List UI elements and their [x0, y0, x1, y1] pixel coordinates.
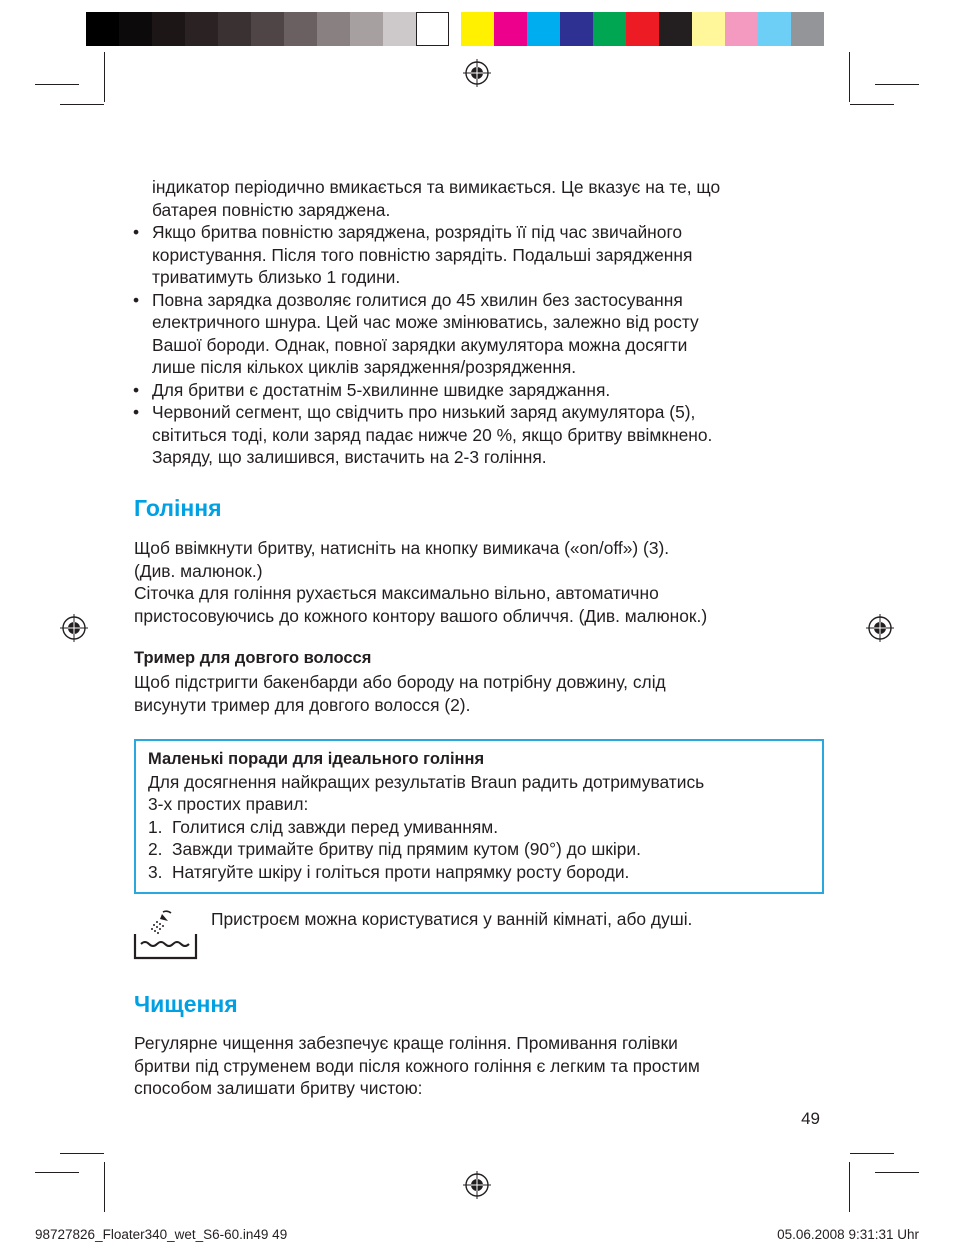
text-line: способом залишати бритву чистою:	[134, 1078, 423, 1098]
crop-mark-bottom-right-h	[875, 1172, 919, 1173]
crop-mark-top-right-h2	[850, 104, 894, 105]
text-line: Щоб підстригти бакенбарди або бороду на потрібну довжину, слід	[134, 672, 666, 692]
crop-mark-bottom-left-v	[104, 1162, 105, 1212]
text-line: індикатор періодично вмикається та вимикається. Це вказує на те, що	[152, 177, 721, 197]
color-swatch	[527, 12, 560, 46]
list-item	[148, 838, 822, 861]
shaving-paragraph	[134, 537, 834, 627]
list-item	[148, 861, 822, 884]
cleaning-heading: Чищення	[134, 991, 238, 1017]
color-swatch	[725, 12, 758, 46]
list-text: Завжди тримайте бритву під прямим кутом (90°) до шкіри.	[172, 839, 641, 859]
list-item	[133, 379, 833, 402]
list-item	[133, 221, 833, 289]
crop-mark-top-left-h	[35, 84, 79, 85]
color-swatch	[251, 12, 284, 46]
text-line: Якщо бритва повністю заряджена, розрядіть її під час звичайного	[152, 222, 683, 242]
text-line: Сіточка для гоління рухається максимально вільно, автоматично	[134, 583, 659, 603]
text-line: триватимуть близько 1 години.	[152, 267, 401, 287]
crop-mark-bottom-right-h2	[850, 1153, 894, 1154]
crop-mark-bottom-right-v	[849, 1162, 850, 1212]
text-line: пристосовуючись до кожного контору вашого обличчя. (Див. малюнок.)	[134, 605, 708, 626]
trimmer-heading: Тример для довгого волосся	[134, 649, 372, 667]
text-line: Для бритви є достатнім 5-хвилинне швидке заряджання.	[152, 379, 611, 400]
shaving-heading: Гоління	[134, 495, 222, 521]
color-swatch	[416, 12, 449, 46]
intro-paragraph	[133, 176, 833, 221]
text-line: Повна зарядка дозволяє голитися до 45 хвилин без застосування	[152, 289, 683, 310]
color-swatch	[659, 12, 692, 46]
crop-mark-top-right-v	[849, 52, 850, 102]
color-swatch	[185, 12, 218, 46]
text-line: батарея повністю заряджена.	[152, 199, 391, 220]
list-text: Голитися слід завжди перед умиванням.	[172, 816, 499, 837]
text-line: електричного шнура. Цей час може змінюватись, залежно від росту	[152, 312, 699, 332]
color-swatch	[218, 12, 251, 46]
text-line: Щоб ввімкнути бритву, натисніть на кнопку вимикача («on/off») (3).	[134, 538, 670, 558]
cleaning-paragraph	[134, 1032, 834, 1100]
color-swatch	[593, 12, 626, 46]
color-swatch	[152, 12, 185, 46]
list-item	[133, 401, 833, 469]
list-number: 2.	[148, 839, 163, 859]
registration-mark-icon	[463, 1171, 491, 1199]
text-line: 3-х простих правил:	[148, 794, 309, 814]
crop-mark-top-right-h	[875, 84, 919, 85]
color-swatch	[626, 12, 659, 46]
color-swatch	[383, 12, 416, 46]
page-number: 49	[801, 1109, 820, 1128]
color-swatch	[494, 12, 527, 46]
color-swatch	[350, 12, 383, 46]
text-line: світиться тоді, коли заряд падає нижче 20 %, якщо бритву ввімкнено.	[152, 424, 713, 445]
color-swatch	[791, 12, 824, 46]
color-swatch	[86, 12, 119, 46]
text-line: лише після кількох циклів зарядження/розрядження.	[152, 357, 577, 377]
registration-mark-icon	[866, 614, 894, 642]
bullet: •	[133, 289, 140, 310]
color-swatch	[119, 12, 152, 46]
tips-box	[134, 739, 824, 894]
footer-timestamp: 05.06.2008 9:31:31 Uhr	[777, 1227, 919, 1242]
text-line: Регулярне чищення забезпечує краще гоління. Промивання голівки	[134, 1033, 678, 1053]
text-line: Для досягнення найкращих результатів Braun радить дотримуватись	[148, 771, 705, 792]
tips-heading: Маленькі поради для ідеального гоління	[148, 750, 485, 768]
crop-mark-bottom-left-h2	[60, 1153, 104, 1154]
charging-notes	[133, 176, 833, 469]
list-item	[133, 289, 833, 379]
text-line: Заряду, що залишився, вистачить на 2-3 гоління.	[152, 447, 547, 467]
text-line: користування. Після того повністю зарядіть. Подальші зарядження	[152, 244, 693, 265]
crop-mark-bottom-left-h	[35, 1172, 79, 1173]
print-color-bar	[86, 12, 824, 46]
color-swatch	[317, 12, 350, 46]
list-item	[148, 816, 822, 839]
footer-file-info: 98727826_Floater340_wet_S6-60.in49 49	[35, 1227, 288, 1242]
color-swatch	[692, 12, 725, 46]
color-swatch	[461, 12, 494, 46]
list-number: 3.	[148, 861, 163, 882]
crop-mark-top-left-v	[104, 52, 105, 102]
crop-mark-top-left-h2	[60, 104, 104, 105]
text-line: висунути тример для довгого волосся (2).	[134, 694, 471, 715]
list-number: 1.	[148, 816, 163, 837]
registration-mark-icon	[60, 614, 88, 642]
text-line: (Див. малюнок.)	[134, 560, 263, 581]
trimmer-paragraph	[134, 671, 834, 716]
text-line: Червоний сегмент, що свідчить про низький заряд акумулятора (5),	[152, 402, 696, 422]
shower-note: Пристроєм можна користуватися у ванній кімнаті, або душі.	[211, 909, 693, 929]
color-swatch	[560, 12, 593, 46]
color-swatch	[758, 12, 791, 46]
swatch-gap	[449, 12, 461, 46]
bullet: •	[133, 222, 140, 242]
bullet: •	[133, 402, 140, 422]
list-text: Натягуйте шкіру і голіться проти напрямку росту бороди.	[172, 861, 630, 882]
text-line: бритви під струменем води після кожного гоління є легким та простим	[134, 1055, 700, 1076]
color-swatch	[284, 12, 317, 46]
registration-mark-icon	[463, 59, 491, 87]
text-line: Вашої бороди. Однак, повної зарядки акумулятора можна досягти	[152, 334, 688, 355]
bullet: •	[133, 379, 140, 400]
bathtub-shower-icon	[133, 908, 199, 962]
